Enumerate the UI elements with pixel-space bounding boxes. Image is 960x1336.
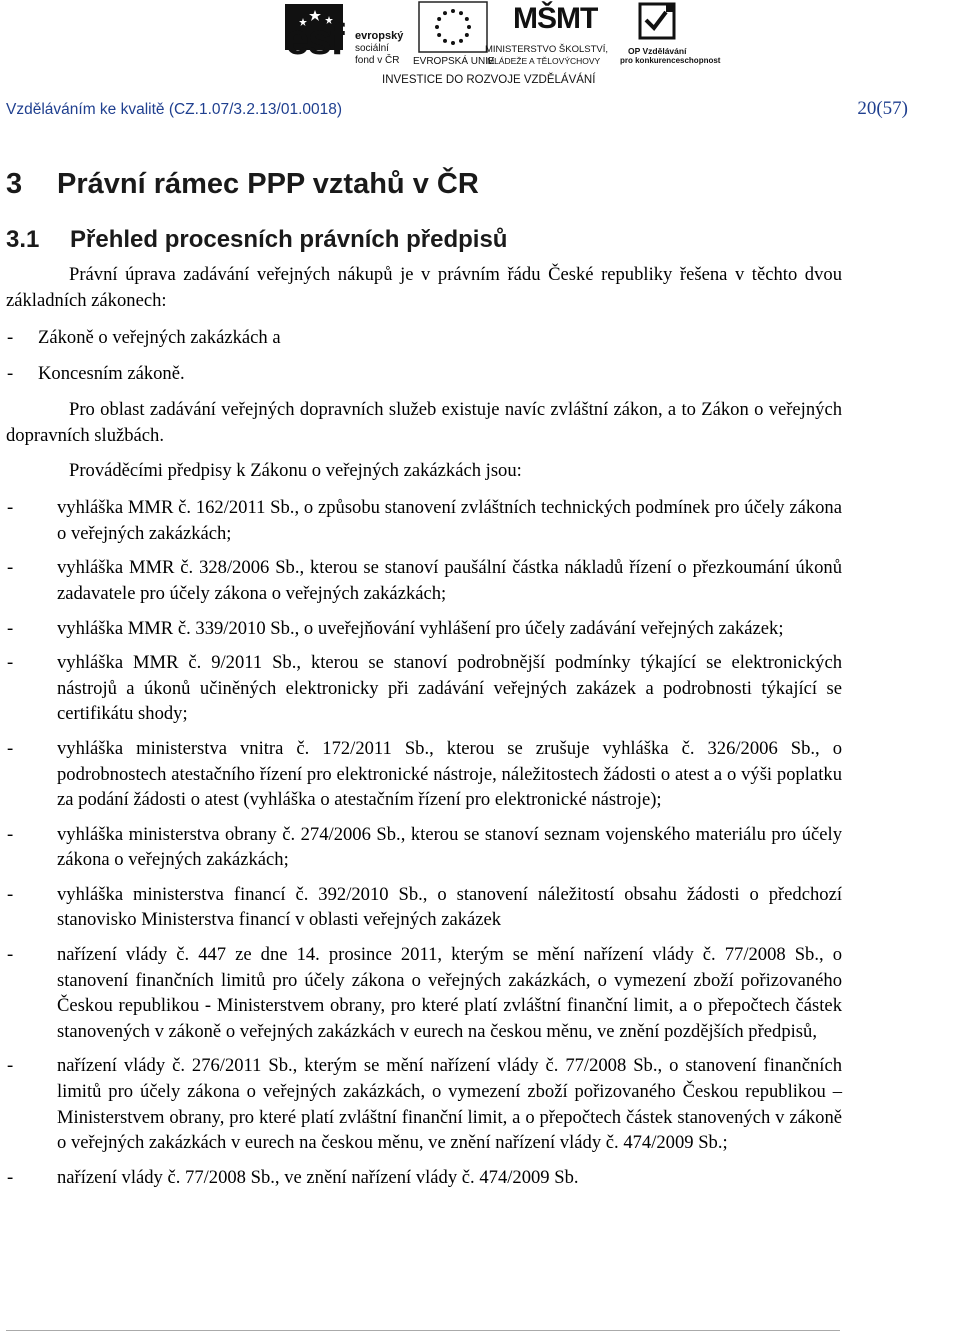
list-item: [6, 822, 842, 873]
eu-star-icon: [459, 39, 463, 43]
eu-star-icon: [467, 25, 471, 29]
list-dash: -: [7, 1166, 14, 1188]
list-item: [6, 616, 842, 642]
list-item: [6, 361, 842, 387]
eu-star-icon: [443, 11, 447, 15]
eu-caption: EVROPSKÁ UNIE: [413, 56, 495, 67]
regulations-intro: Prováděcími předpisy k Zákonu o veřejných zakázkách jsou:: [69, 459, 522, 481]
list-item: [6, 942, 842, 1044]
eu-flag-icon: [413, 0, 493, 56]
regulation-8: nařízení vlády č. 447 ze dne 14. prosince 2011, kterým se mění nařízení vlády č. 77/2008 Sb., o stanovení finančních limitů pro účely zákona o veřejných zakázkách, o vymezení zboží pořizovaného Českou republikou - Ministerstvem obrany, pro které platí zvláštní finanční limit, a o přepočtech částek stanovených v zákoně o veřejných zakázkách v eurech na českou měnu, ve znění pozdějších předpisů,: [57, 944, 842, 1042]
regulation-10: nařízení vlády č. 77/2008 Sb., ve znění nařízení vlády č. 474/2009 Sb.: [57, 1166, 579, 1188]
page-number: 20(57): [857, 98, 908, 119]
eu-star-icon: [451, 9, 455, 13]
list-item: [6, 650, 842, 727]
op-line-1: OP Vzdělávání: [628, 46, 687, 56]
regulation-6: vyhláška ministerstva obrany č. 274/2006 Sb., kterou se stanoví seznam vojenského materiálu pro účely zákona o veřejných zakázkách;: [57, 823, 842, 871]
law-item-1: Zákoně o veřejných zakázkách a: [38, 327, 281, 349]
list-dash: -: [7, 823, 14, 845]
msmt-logo: [485, 0, 607, 68]
section-number: 3.1: [6, 226, 40, 253]
list-item: [6, 736, 842, 813]
section-heading: [6, 226, 507, 254]
laws-list: [6, 325, 842, 386]
list-dash: -: [7, 617, 14, 639]
esf-line-3: fond v ČR: [355, 55, 400, 66]
eu-star-icon: [443, 39, 447, 43]
list-item: [6, 1165, 842, 1191]
op-logo: [620, 0, 721, 68]
eu-star-icon: [437, 17, 441, 21]
chapter-number: 3: [6, 168, 23, 200]
eu-star-icon: [465, 17, 469, 21]
regulation-7: vyhláška ministerstva financí č. 392/2010 Sb., o stanovení náležitostí obsahu žádosti o předchozí stanovisko Ministerstva financí v oblasti veřejných zakázek: [57, 883, 842, 931]
list-item: [6, 555, 842, 606]
esf-line-1: evropský: [355, 30, 404, 42]
regulation-9: nařízení vlády č. 276/2011 Sb., kterým se mění nařízení vlády č. 77/2008 Sb., o stanovení finančních limitů pro účely zákona o veřejných zakázkách, o vymezení zboží pořizovaného Českou republikou – Ministerstvem obrany, pro které platí zvláštní finanční limit, a o přepočtech částek stanovených v zákoně o veřejných zakázkách v eurech na českou měnu, ve znění nařízení vlády č. 474/2009 Sb.;: [57, 1055, 842, 1154]
eu-star-icon: [465, 33, 469, 37]
msmt-mark: MŠMT: [513, 2, 598, 35]
msmt-line-2: MLÁDEŽE A TĚLOVÝCHOVY: [487, 56, 601, 66]
list-dash: -: [7, 362, 14, 384]
msmt-line-1: MINISTERSTVO ŠKOLSTVÍ,: [485, 44, 608, 55]
regulation-1: vyhláška MMR č. 162/2011 Sb., o způsobu stanovení zvláštních technických podmínek pro účely zákona o veřejných zakázkách;: [57, 497, 842, 544]
list-dash: -: [7, 557, 14, 579]
regulations-list: [6, 495, 842, 1190]
investice-banner: INVESTICE DO ROZVOJE VZDĚLÁVÁNÍ: [382, 74, 596, 86]
footer-rule: [6, 1330, 840, 1331]
esf-line-2: sociální: [355, 43, 389, 54]
list-item: [6, 882, 842, 933]
list-dash: -: [7, 944, 14, 966]
list-dash: -: [7, 327, 14, 349]
op-line-2: pro konkurenceschopnost: [620, 56, 721, 65]
eu-logo: [413, 0, 493, 68]
intro-paragraph: Právní úprava zadávání veřejných nákupů je v právním řádu České republiky řešena v těchto dvou základních zákonech:: [6, 264, 842, 311]
eu-star-icon: [459, 11, 463, 15]
eu-star-icon: [435, 25, 439, 29]
list-item: [6, 1053, 842, 1155]
logo-strip: [285, 0, 721, 92]
eu-star-icon: [437, 33, 441, 37]
list-dash: -: [7, 1055, 14, 1077]
list-dash: -: [7, 737, 14, 759]
esf-logo: [285, 0, 407, 68]
list-dash: -: [7, 883, 14, 905]
esf-mark: esf: [285, 15, 343, 64]
chapter-title: Právní rámec PPP vztahů v ČR: [57, 168, 479, 200]
regulation-4: vyhláška MMR č. 9/2011 Sb., kterou se stanoví podrobnější podmínky týkající se elektronických nástrojů a úkonů učiněných elektronicky při zadávání veřejných zakázek a podrobnosti týkající se certifikátu shody;: [57, 652, 842, 725]
eu-star-icon: [451, 41, 455, 45]
op-emblem-icon: [620, 0, 710, 44]
regulation-5: vyhláška ministerstva vnitra č. 172/2011 Sb., kterou se zrušuje vyhláška č. 326/2006 Sb., o podrobnostech atestačního řízení pro elektronické nástroje, náležitostech žádosti o atest a o výši poplatku za podání žádosti o atest (vyhláška o atestačním řízení pro elektronické nástroje);: [57, 737, 842, 811]
chapter-heading: [6, 168, 479, 201]
list-item: [6, 325, 842, 351]
list-dash: -: [7, 497, 14, 519]
document-body: [6, 262, 842, 1199]
regulation-2: vyhláška MMR č. 328/2006 Sb., kterou se stanoví paušální částka nákladů řízení o přezkoumání úkonů zadavatele pro účely zákona o veřejných zakázkách;: [57, 557, 842, 604]
regulation-3: vyhláška MMR č. 339/2010 Sb., o uveřejňování vyhlášení pro účely zadávání veřejných zakázek;: [57, 617, 784, 639]
section-title: Přehled procesních právních předpisů: [70, 226, 508, 253]
law-item-2: Koncesním zákoně.: [38, 362, 185, 384]
list-item: [6, 495, 842, 546]
list-dash: -: [7, 652, 14, 674]
transport-paragraph: Pro oblast zadávání veřejných dopravních služeb existuje navíc zvláštní zákon, a to Zákon o veřejných dopravních službách.: [6, 399, 842, 446]
project-header: Vzděláváním ke kvalitě (CZ.1.07/3.2.13/01.0018): [6, 101, 343, 118]
